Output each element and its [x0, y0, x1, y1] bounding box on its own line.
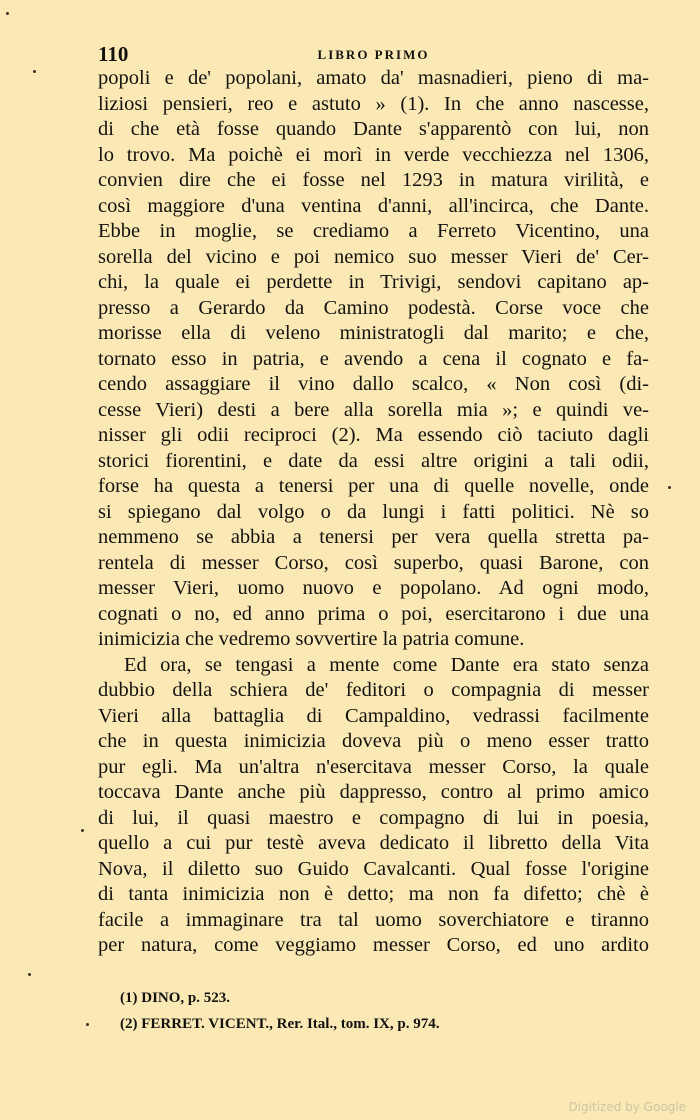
text-line: quello a cui pur testè aveva dedicato il libretto della Vita [98, 832, 649, 854]
text-line: Nova, il diletto suo Guido Cavalcanti. Qual fosse l'origine [98, 857, 649, 880]
footnote: (1) DINO, p. 523. [120, 990, 231, 1006]
footnote: (2) FERRET. VICENT., Rer. Ital., tom. IX, p. 974. [120, 1016, 440, 1032]
text-line: inimicizia che vedremo sovvertire la patria comune. [98, 628, 525, 650]
text-line: di tanta inimicizia non è detto; ma non fa difetto; chè è [98, 883, 649, 905]
text-line: Vieri alla battaglia di Campaldino, vedrassi facilmente [98, 704, 649, 727]
text-line: rentela di messer Corso, così superbo, quasi Barone, con [98, 551, 649, 574]
text-line: cendo assaggiare il vino dallo scalco, « Non così (di- [98, 373, 649, 395]
text-line: si spiegano dal volgo o da lungi i fatti politici. Nè so [98, 500, 649, 523]
text-line: di lui, il quasi maestro e compagno di lui in poesia, [98, 806, 649, 829]
text-line: presso a Gerardo da Camino podestà. Corse voce che [98, 296, 649, 319]
text-line: chi, la quale ei perdette in Trivigi, sendovi capitano ap- [98, 271, 649, 293]
text-line: che in questa inimicizia doveva più o meno esser tratto [98, 730, 649, 752]
text-line: nisser gli odii reciproci (2). Ma essendo ciò taciuto dagli [98, 424, 649, 446]
text-line: liziosi pensieri, reo e astuto » (1). In che anno nascesse, [98, 92, 649, 115]
ink-speck [33, 70, 36, 73]
ink-speck [81, 829, 84, 832]
text-line: per natura, come veggiamo messer Corso, ed uno ardito [98, 934, 649, 956]
text-line: tornato esso in patria, e avendo a cena il cognato e fa- [98, 347, 649, 370]
text-line: popoli e de' popolani, amato da' masnadieri, pieno di ma- [98, 67, 649, 89]
text-line: dubbio della schiera de' feditori o compagnia di messer [98, 679, 649, 701]
page-number: 110 [98, 42, 129, 66]
scan-watermark: Digitized by Google [568, 1100, 686, 1114]
ink-speck [86, 1023, 89, 1026]
text-line: nemmeno se abbia a tenersi per vera quella stretta pa- [98, 526, 649, 548]
text-line: Ed ora, se tengasi a mente come Dante era stato senza [124, 653, 649, 676]
text-line: sorella del vicino e poi nemico suo messer Vieri de' Cer- [98, 245, 649, 268]
page-header [98, 42, 649, 68]
text-line: cognati o no, ed anno prima o poi, esercitarono i due una [98, 602, 649, 625]
text-line: Ebbe in moglie, se crediamo a Ferreto Vicentino, una [98, 220, 649, 242]
body-text [98, 66, 649, 959]
text-line: forse ha questa a tenersi per una di quelle novelle, onde [98, 475, 649, 497]
text-line: cesse Vieri) desti a bere alla sorella mia »; e quindi ve- [98, 398, 649, 421]
text-line: facile a immaginare tra tal uomo soverchiatore e tiranno [98, 908, 649, 931]
text-line: morisse ella di veleno ministratogli dal marito; e che, [98, 322, 649, 344]
text-line: di che età fosse quando Dante s'apparentò con lui, non [98, 118, 649, 140]
ink-speck [668, 486, 671, 489]
ink-speck [28, 973, 31, 976]
text-line: lo trovo. Ma poichè ei morì in verde vecchiezza nel 1306, [98, 143, 649, 166]
footnotes [120, 985, 620, 1037]
text-line: toccava Dante anche più dappresso, contro al primo amico [98, 781, 649, 803]
text-line: messer Vieri, uomo nuovo e popolano. Ad ogni modo, [98, 577, 649, 599]
ink-speck [6, 12, 9, 15]
text-line: convien dire che ei fosse nel 1293 in matura virilità, e [98, 169, 649, 191]
text-line: storici fiorentini, e date da essi altre origini a tali odii, [98, 449, 649, 472]
running-head: LIBRO PRIMO [317, 47, 430, 62]
text-line: così maggiore d'una ventina d'anni, all'incirca, che Dante. [98, 194, 649, 217]
text-line: pur egli. Ma un'altra n'esercitava messer Corso, la quale [98, 755, 649, 778]
